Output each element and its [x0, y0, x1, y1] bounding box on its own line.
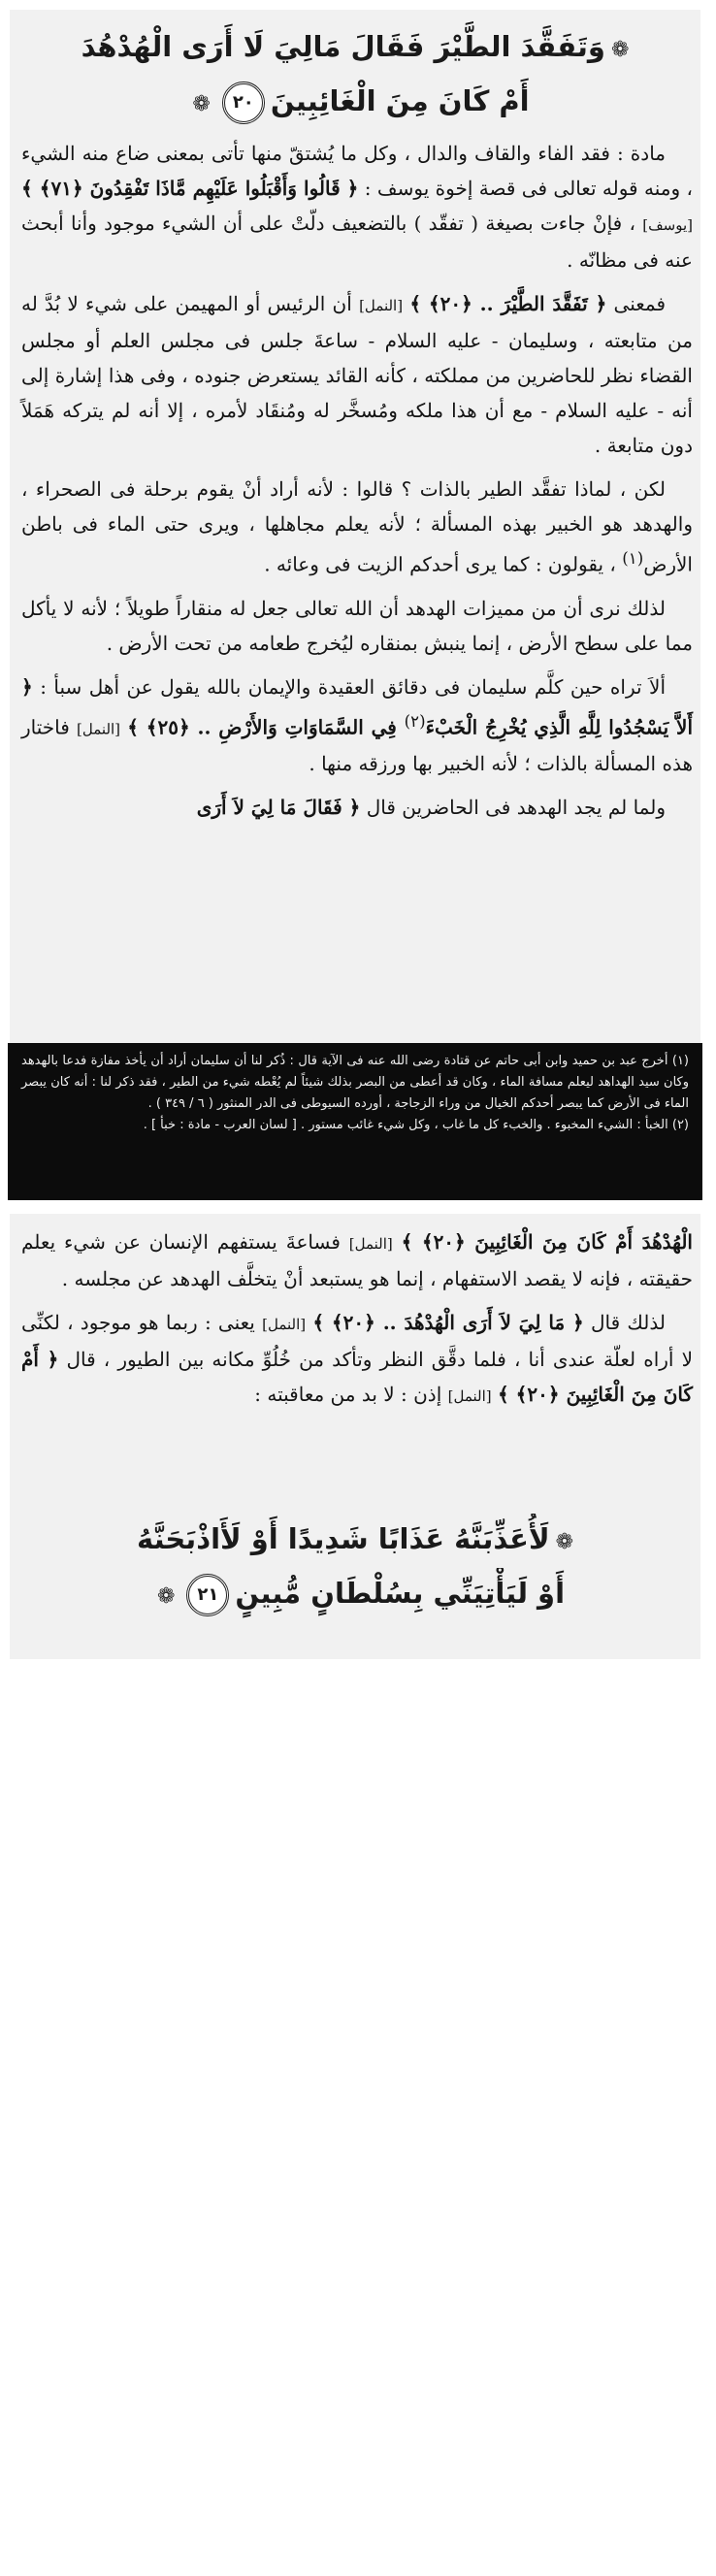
- paragraph-text: أن الرئيس أو المهيمن على شيء لا بُدَّ له من متابعته ، وسليمان - عليه السلام - ساعةَ جلس فى مجلس العلم أو مجلس القضاء نظر للحاضرين من مملكته ، كأنه القائد يستعرض جنوده ، وفى هذا إشارة إلى أنه - عليه السلام - مع أن هذا ملكه ومُسخَّر له ومُنقَاد لأمره ، إلا أنه لم يتركه هَمَلاً دون متابعة .: [21, 292, 693, 457]
- paragraph-text: فاختار هذه المسألة بالذات ؛ لأنه الخبير بها ورزقه منها .: [21, 715, 693, 776]
- ornament-icon: ❁: [156, 1584, 176, 1609]
- page-break: [10, 1200, 700, 1214]
- paragraph: [21, 1305, 693, 1414]
- ornament-icon: ❁: [555, 1530, 574, 1554]
- paragraph: [21, 669, 693, 782]
- verse-header: [49, 21, 667, 130]
- paragraph-text: ألاَ تراه حين كلَّم سليمان فى دقائق العقيدة والإيمان بالله يقول عن أهل سبأ :: [32, 674, 667, 699]
- ornament-icon: ❁: [192, 92, 211, 116]
- paragraph-text: مادة : فقد الفاء والقاف والدال ، وكل ما يُشتقّ منها تأتى بمعنى ضاع منه الشيء ، ومنه قوله تعالى فى قصة إخوة يوسف :: [21, 142, 693, 200]
- paragraph: [21, 591, 693, 661]
- verse-line-2: [49, 76, 667, 130]
- surah-ref: [النمل]: [348, 1235, 393, 1253]
- verse-line-2: [49, 1568, 667, 1622]
- paragraph-text: إذن : لا بد من معاقبته :: [254, 1383, 448, 1406]
- quran-quote: ﴿ أَمْ كَانَ مِنَ الْغَائِبِينَ ﴿٢٠﴾ ﴾: [21, 1348, 693, 1406]
- quran-quote: ﴿ قَالُوا وَأَقْبَلُوا عَلَيْهِم مَّاذَا تَفْقِدُونَ ﴿٧١﴾ ﴾: [21, 177, 359, 200]
- paragraph-text: ، فإنْ جاءت بصيغة ( تفقّد ) بالتضعيف دلّتْ على أن الشيء موجود وأنا أبحث عنه فى مظانّه .: [21, 212, 693, 272]
- verse-line-1: [49, 21, 667, 76]
- paragraph-text: فساعةَ يستفهم الإنسان عن شيء يعلم حقيقته ، فإنه لا يقصد الاستفهام ، إنما هو يستبعد أنْ يتخلَّف الهدهد عن مجلسه .: [21, 1230, 693, 1290]
- quran-quote: ﴿ فَقَالَ مَا لِيَ لاَ أَرَى: [196, 796, 361, 820]
- surah-ref: [النمل]: [77, 720, 121, 738]
- quran-quote: فِي السَّمَاوَاتِ وَالأَرْضِ .. ﴿٢٥﴾ ﴾: [127, 715, 405, 739]
- ayah-number-badge: ٢١: [186, 1574, 229, 1616]
- surah-ref: [النمل]: [447, 1387, 492, 1405]
- paragraph-text: ولما لم يجد الهدهد فى الحاضرين قال: [360, 796, 666, 820]
- paragraph-text: فمعنى: [606, 292, 667, 315]
- paragraph-text: لكن ، لماذا تفقَّد الطير بالذات ؟ قالوا : لأنه أراد أنْ يقوم برحلة فى الصحراء ، والهدهد هو الخبير بهذه المسألة ؛ لأنه يعلم مجاهلها ، ويرى حتى الماء فى باطن الأرض: [21, 477, 693, 576]
- paragraph-text: يعنى : ربما هو موجود ، لكنِّى لا أراه لعلّة عندى أنا ، فلما دقَّق النظر وتأكد من خُلُوِّ مكانه بين الطيور ، قال: [21, 1311, 693, 1371]
- paragraph-text: لذلك نرى أن من مميزات الهدهد أن الله تعالى جعل له منقاراً طويلاً ؛ لأنه لا يأكل مما على سطح الأرض ، إنما ينبش بمنقاره ليُخرج طعامه من تحت الأرض .: [21, 596, 693, 655]
- paragraph-text: ، يقولون : كما يرى أحدكم الزيت فى وعائه .: [264, 552, 623, 576]
- surah-ref: [يوسف]: [642, 216, 693, 234]
- verse-text: وَتَفَقَّدَ الطَّيْرَ فَقَالَ مَالِيَ لَا أَرَى الْهُدْهُدَ: [81, 30, 605, 63]
- surah-ref: [النمل]: [262, 1316, 307, 1333]
- quran-quote: الْهُدْهُدَ أَمْ كَانَ مِنَ الْغَائِبِينَ ﴿٢٠﴾ ﴾: [401, 1230, 693, 1254]
- surah-ref: [النمل]: [359, 297, 404, 314]
- verse-footer: [49, 1514, 667, 1622]
- footnote: (١) أخرج عبد بن حميد وابن أبى حاتم عن قتادة رضى الله عنه فى الآية قال : ذُكر لنا أن سليمان أراد أن يأخذ مفازة فدعا بالهدهد وكان سيد الهداهد ليعلم مسافة الماء ، وكان قد أعطى من البصر بذلك شيئاً لم يُعْطه شيء من الطير ، فقد ذكر لنا : أنه كان يبصر الماء فى الأرض كما يبصر أحدكم الخيال من وراء الزجاجة ، أورده السيوطى فى الدر المنثور ( ٦ / ٣٤٩ ) .: [21, 1054, 689, 1111]
- paragraph-text: لذلك قال: [583, 1311, 666, 1334]
- quran-quote: ﴿ مَا لِيَ لاَ أَرَى الْهُدْهُدَ .. ﴿٢٠﴾ ﴾: [312, 1311, 584, 1334]
- paragraph: [21, 1224, 693, 1296]
- footnote-marker: (١): [622, 549, 644, 568]
- verse-text: أَمْ كَانَ مِنَ الْغَائِبِينَ: [270, 84, 530, 117]
- ornament-icon: ❁: [610, 38, 630, 62]
- quran-quote: ﴿ تَفَقَّدَ الطَّيْرَ .. ﴿٢٠﴾ ﴾: [409, 292, 607, 315]
- verse-text: أَوْ لَيَأْتِيَنِّي بِسُلْطَانٍ مُّبِينٍ: [235, 1577, 566, 1610]
- verse-text: لَأُعَذِّبَنَّهُ عَذَابًا شَدِيدًا أَوْ لَأَاذْبَحَنَّهُ: [136, 1522, 550, 1555]
- paragraph: [21, 790, 693, 825]
- footnotes-box: [8, 1043, 702, 1200]
- quran-quote: ﴿ أَلاَّ يَسْجُدُوا لِلَّهِ الَّذِي يُخْرِجُ الْخَبْءَ: [21, 674, 694, 739]
- paragraph: [21, 136, 693, 277]
- paragraph: [21, 286, 693, 463]
- ayah-number-badge: ٢٠: [222, 82, 265, 124]
- paragraph: [21, 472, 693, 582]
- footnote: (٢) الخبأ : الشيء المخبوء . والخبء كل ما غاب ، وكل شيء غائب مستور . [ لسان العرب - مادة : خبأ ] .: [143, 1118, 689, 1132]
- commentary-bottom: [21, 1224, 693, 1422]
- footnote-marker: (٢): [404, 711, 426, 731]
- commentary-top: [21, 136, 693, 833]
- verse-line-1: [49, 1514, 667, 1568]
